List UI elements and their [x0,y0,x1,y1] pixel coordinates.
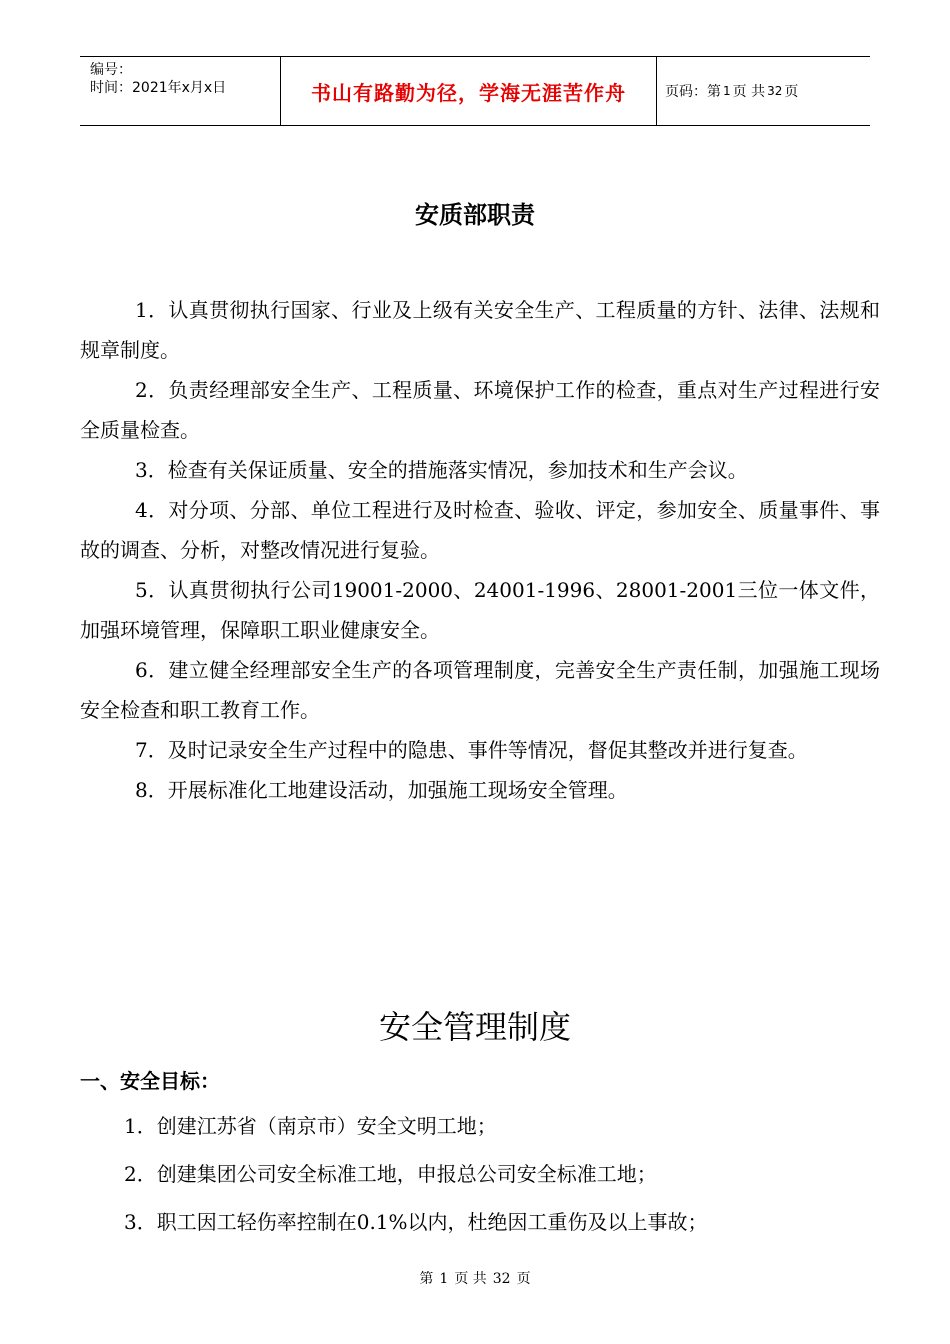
section-title-duties: 安质部职责 [415,201,535,229]
page-current: 1 [723,84,731,98]
duty-item: 1．认真贯彻执行国家、行业及上级有关安全生产、工程质量的方针、法律、法规和规章制度。 [80,298,880,362]
duties-list [80,290,880,810]
section-title-safety-management: 安全管理制度 [378,1008,571,1046]
duty-item: 7．及时记录安全生产过程中的隐患、事件等情况，督促其整改并进行复查。 [135,738,808,762]
duty-item: 2．负责经理部安全生产、工程质量、环境保护工作的检查，重点对生产过程进行安全质量检查。 [80,378,880,442]
document-time-label: 时间：2021年x月x日 [90,80,227,96]
footer-mid: 页 共 [454,1271,487,1287]
document-number-label: 编号： [90,62,132,78]
page-label-mid: 页 共 [732,84,766,100]
footer-total-pages: 32 [492,1271,511,1287]
duty-item: 6．建立健全经理部安全生产的各项管理制度，完善安全生产责任制，加强施工现场安全检查和职工教育工作。 [80,658,880,722]
page-label-suffix: 页 [784,84,799,100]
page-footer [0,1268,950,1288]
header-motto: 书山有路勤为径，学海无涯苦作舟 [280,57,657,125]
header-page-info [656,57,870,125]
page-header [80,56,870,126]
goal-item: 1．创建江苏省（南京市）安全文明工地； [124,1114,497,1138]
duty-item: 3．检查有关保证质量、安全的措施落实情况，参加技术和生产会议。 [135,458,748,482]
header-meta [80,57,280,125]
goal-item: 3．职工因工轻伤率控制在0.1%以内，杜绝因工重伤及以上事故； [124,1210,708,1234]
subsection-safety-goals: 一、安全目标： [80,1069,220,1093]
duty-item: 5．认真贯彻执行公司19001-2000、24001-1996、28001-2001三位一体文件，加强环境管理，保障职工职业健康安全。 [80,578,880,642]
page-label-prefix: 页码：第 [665,84,721,100]
footer-prefix: 第 [419,1271,434,1287]
page-total: 32 [767,84,783,98]
footer-current-page: 1 [439,1271,449,1287]
footer-suffix: 页 [516,1271,531,1287]
duty-item: 4．对分项、分部、单位工程进行及时检查、验收、评定，参加安全、质量事件、事故的调查、分析，对整改情况进行复验。 [80,498,880,562]
goal-item: 2．创建集团公司安全标准工地，申报总公司安全标准工地； [124,1162,657,1186]
duty-item: 8．开展标准化工地建设活动，加强施工现场安全管理。 [135,778,628,802]
